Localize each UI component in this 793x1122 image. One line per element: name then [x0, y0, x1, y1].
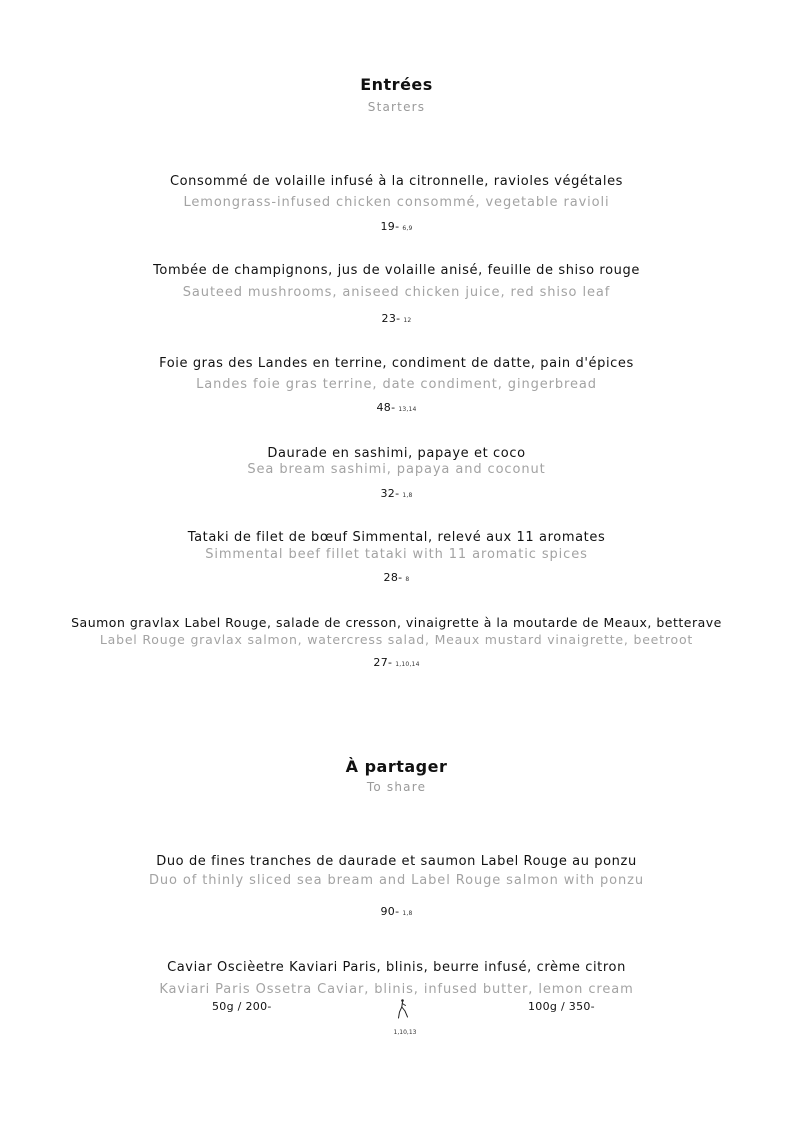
caviar-price-100g: 100g / 350- — [528, 1000, 595, 1013]
menu-item-price-row — [0, 307, 793, 326]
menu-item-price: 19- — [380, 220, 400, 233]
menu-item-name-en: Label Rouge gravlax salmon, watercress salad, Meaux mustard vinaigrette, beetroot — [99, 632, 694, 647]
menu-item-name-fr: Saumon gravlax Label Rouge, salade de cresson, vinaigrette à la moutarde de Meaux, betterave — [71, 615, 722, 630]
menu-item-name-fr: Duo de fines tranches de daurade et saumon Label Rouge au ponzu — [156, 854, 637, 869]
section-subtitle-to-share: To share — [366, 780, 427, 794]
allergen-codes: 6,9 — [402, 225, 413, 232]
menu-item-price: 48- — [376, 401, 396, 414]
menu-item-name-en: Landes foie gras terrine, date condiment, gingerbread — [196, 377, 597, 392]
menu-item-price: 32- — [380, 487, 400, 500]
dancer-icon — [396, 998, 414, 1020]
allergen-codes: 1,10,13 — [393, 1029, 417, 1036]
menu-item-price: 23- — [381, 312, 401, 325]
menu-item-price-row — [0, 482, 793, 501]
section-title-entrees: Entrées — [360, 75, 433, 94]
menu-item-price: 90- — [380, 905, 400, 918]
menu-item-name-fr: Foie gras des Landes en terrine, condiment de datte, pain d'épices — [159, 356, 634, 371]
menu-item-name-fr: Tombée de champignons, jus de volaille anisé, feuille de shiso rouge — [153, 263, 640, 278]
allergen-codes: 1,8 — [402, 492, 413, 499]
section-title-a-partager: À partager — [345, 757, 448, 776]
menu-item-price: 28- — [383, 571, 403, 584]
allergen-codes: 13,14 — [398, 406, 417, 413]
menu-item-name-en: Simmental beef fillet tataki with 11 aromatic spices — [205, 547, 588, 562]
allergen-codes: 12 — [403, 317, 412, 324]
section-subtitle-starters: Starters — [367, 100, 426, 114]
allergen-codes: 1,10,14 — [395, 661, 420, 668]
menu-item-name-fr: Daurade en sashimi, papaye et coco — [267, 446, 526, 461]
menu-item-price-row — [0, 396, 793, 415]
menu-item-name-fr: Caviar Oscièetre Kaviari Paris, blinis, beurre infusé, crème citron — [167, 960, 626, 975]
allergen-codes: 8 — [405, 576, 410, 583]
menu-item-name-fr: Consommé de volaille infusé à la citronnelle, ravioles végétales — [169, 174, 624, 189]
menu-item-price-row — [0, 215, 793, 234]
menu-item-name-en: Duo of thinly sliced sea bream and Label Rouge salmon with ponzu — [148, 873, 645, 888]
menu-item-name-fr: Tataki de filet de bœuf Simmental, relevé aux 11 aromates — [187, 530, 606, 545]
menu-item-price-row — [0, 566, 793, 585]
menu-item-price: 27- — [373, 656, 393, 669]
menu-item-name-en: Sea bream sashimi, papaya and coconut — [247, 462, 546, 477]
allergen-codes: 1,8 — [402, 910, 413, 917]
menu-item-price-row — [0, 651, 793, 670]
menu-item-price-row — [0, 900, 793, 919]
menu-item-name-en: Sauteed mushrooms, aniseed chicken juice, red shiso leaf — [182, 285, 611, 300]
menu-item-name-en: Kaviari Paris Ossetra Caviar, blinis, infused butter, lemon cream — [159, 982, 634, 997]
caviar-price-50g: 50g / 200- — [212, 1000, 272, 1013]
menu-item-name-en: Lemongrass-infused chicken consommé, vegetable ravioli — [183, 195, 610, 210]
